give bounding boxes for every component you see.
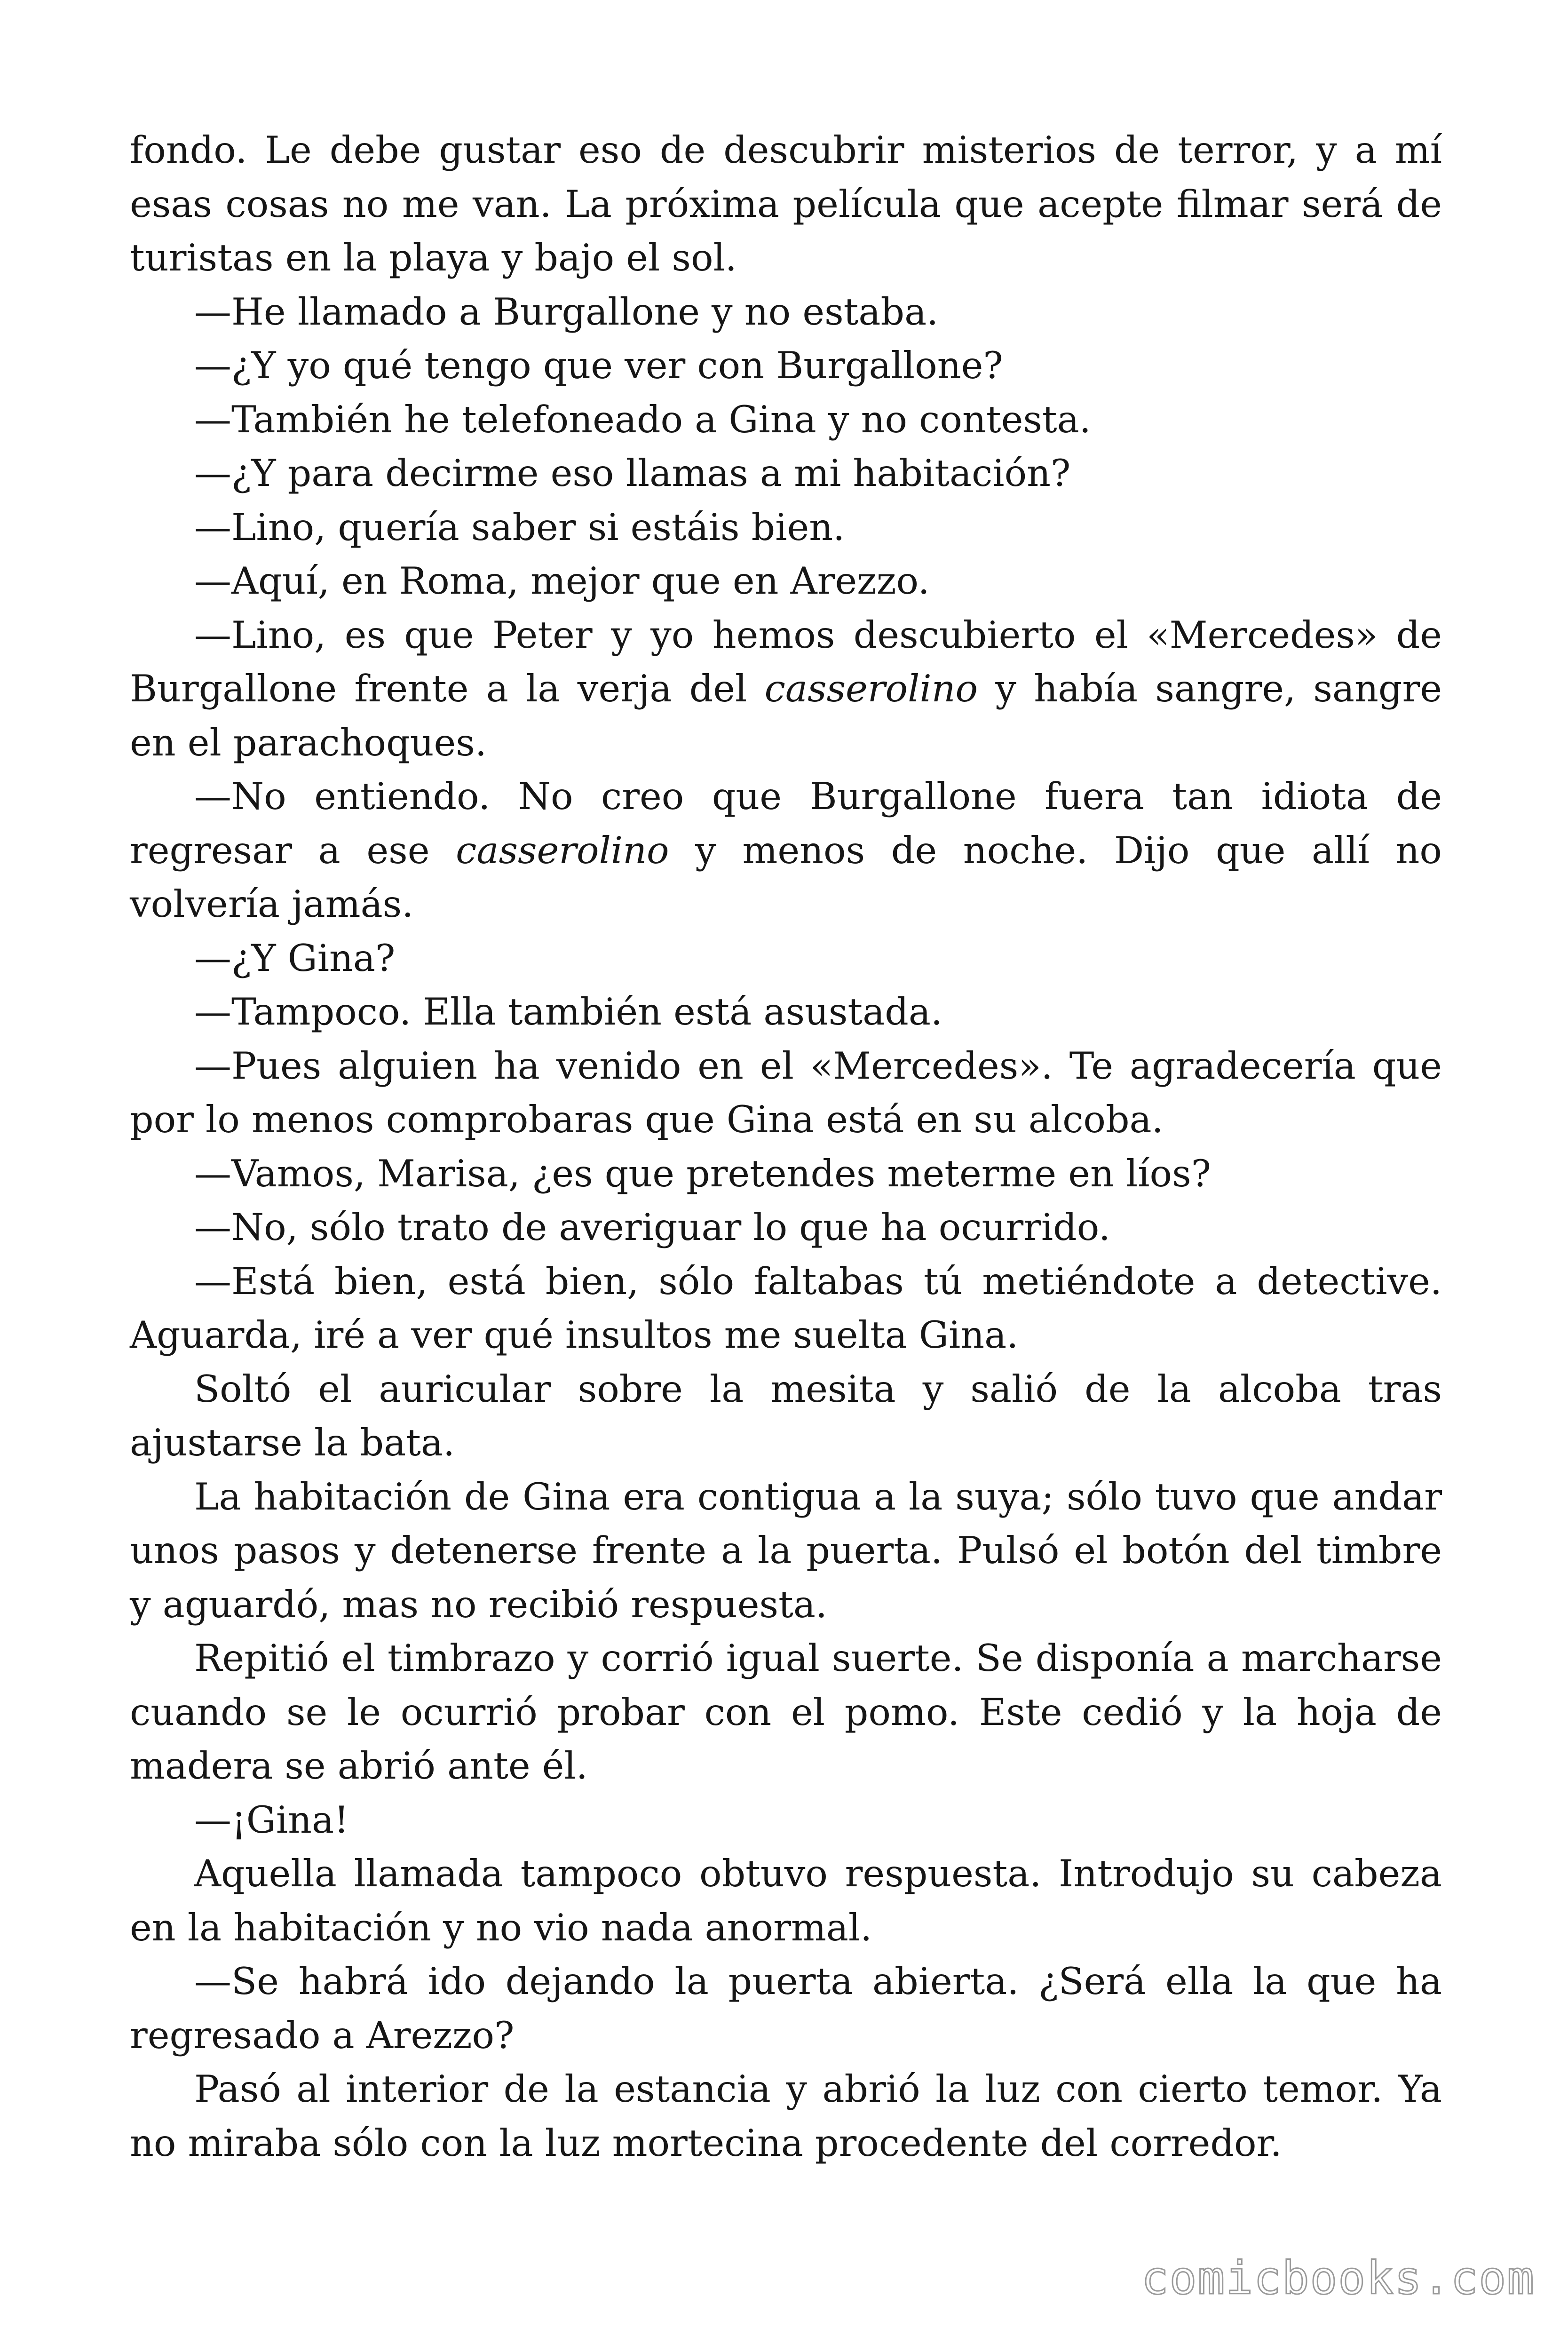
paragraph-13: —Vamos, Marisa, ¿es que pretendes meterme en líos? [194,1152,1211,1195]
paragraph-22: Pasó al interior de la estancia y abrió la luz con cierto temor. Ya no miraba sólo con la luz mortecina procedente del corredor. [130,2067,1442,2165]
paragraph-3: —¿Y yo qué tengo que ver con Burgallone? [194,344,1003,387]
paragraph-2: —He llamado a Burgallone y no estaba. [194,290,939,334]
paragraph-4: —También he telefoneado a Gina y no contesta. [194,397,1091,441]
paragraph-15: —Está bien, está bien, sólo faltabas tú metiéndote a detective. Aguarda, iré a ver qué insultos me suelta Gina. [130,1259,1442,1357]
paragraph-16: Soltó el auricular sobre la mesita y salió de la alcoba tras ajustarse la bata. [130,1367,1442,1464]
italic-word: casserolino [456,828,669,872]
paragraph-7: —Aquí, en Roma, mejor que en Arezzo. [194,559,930,603]
paragraph-19: —¡Gina! [194,1798,349,1842]
paragraph-18: Repitió el timbrazo y corrió igual suerte. Se disponía a marcharse cuando se le ocurrió probar con el pomo. Este cedió y la hoja de madera se abrió ante él. [130,1637,1442,1788]
paragraph-12: —Pues alguien ha venido en el «Mercedes». Te agradecería que por lo menos comprobaras que Gina está en su alcoba. [130,1044,1442,1141]
italic-word: casserolino [764,667,978,710]
paragraph-6: —Lino, quería saber si estáis bien. [194,505,845,549]
paragraph-20: Aquella llamada tampoco obtuvo respuesta. Introdujo su cabeza en la habitación y no vio nada anormal. [130,1852,1442,1949]
paragraph-21: —Se habrá ido dejando la puerta abierta. ¿Será ella la que ha regresado a Arezzo? [130,1960,1442,2057]
paragraph-8: —Lino, es que Peter y yo hemos descubierto el «Mercedes» de Burgallone frente a la verja del casserolino y había sangre, sangre en el parachoques. [130,613,1442,764]
paragraph-9: —No entiendo. No creo que Burgallone fuera tan idiota de regresar a ese casserolino y menos de noche. Dijo que allí no volvería jamás. [130,775,1442,926]
watermark-text: comicbooks.com [1141,2252,1535,2304]
paragraph-11: —Tampoco. Ella también está asustada. [194,990,943,1033]
paragraph-14: —No, sólo trato de averiguar lo que ha ocurrido. [194,1206,1111,1249]
book-page-text [130,123,1442,2170]
paragraph-5: —¿Y para decirme eso llamas a mi habitación? [194,452,1071,495]
paragraph-17: La habitación de Gina era contigua a la suya; sólo tuvo que andar unos pasos y detenerse frente a la puerta. Pulsó el botón del timbre y aguardó, mas no recibió respuesta. [130,1475,1442,1626]
paragraph-1: fondo. Le debe gustar eso de descubrir misterios de terror, y a mí esas cosas no me van. La próxima película que acepte filmar será de turistas en la playa y bajo el sol. [130,128,1442,279]
paragraph-10: —¿Y Gina? [194,936,396,980]
